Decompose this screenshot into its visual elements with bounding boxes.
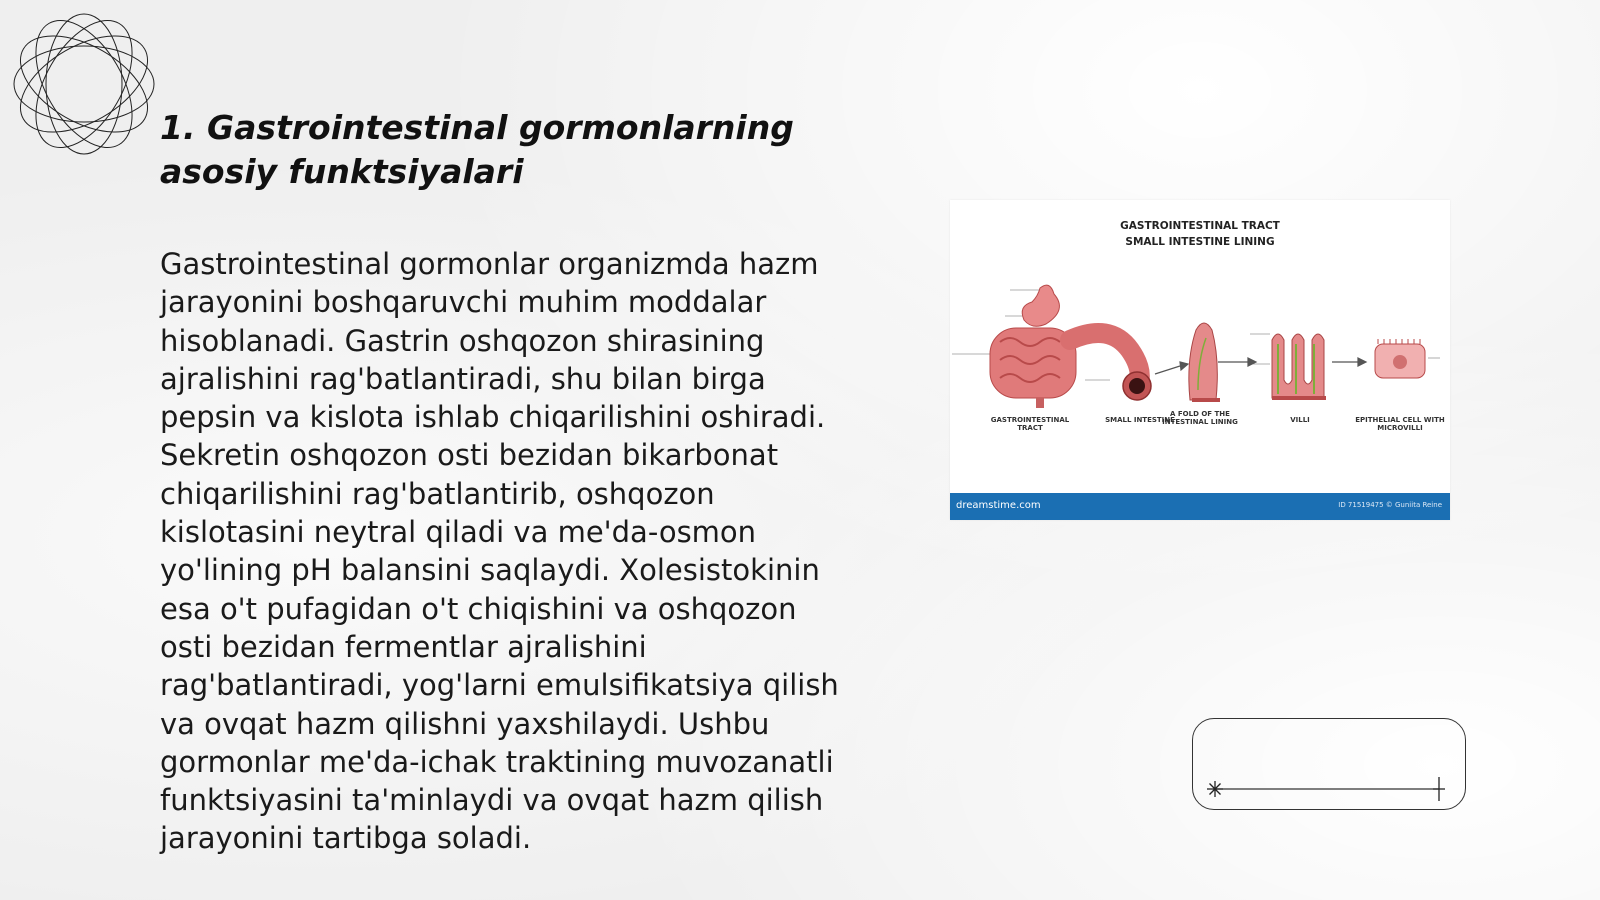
sparkle-line-decoration [1193,719,1465,809]
label-epithelial-cell: EPITHELIAL CELL WITH MICROVILLI [1355,416,1445,432]
label-villi: VILLI [1290,416,1310,424]
label-gi-tract: GASTROINTESTINAL TRACT [990,416,1070,432]
stock-image-credit: ID 71519475 © Guniita Reine [1338,501,1442,509]
label-small-intestine: SMALL INTESTINE [1105,416,1175,424]
intestinal-fold-shape [1189,323,1220,400]
decorative-rounded-frame [1192,718,1466,810]
spiral-orb-decoration [10,10,158,158]
stock-brand: dreamstime.com [956,500,1041,511]
figure-title-line-1: GASTROINTESTINAL TRACT [1120,220,1280,232]
epithelial-cell-shape [1375,339,1425,378]
slide-body-text: Gastrointestinal gormonlar organizmda hazm jarayonini boshqaruvchi muhim moddalar hisoblanadi. Gastrin oshqozon shirasining ajralishini rag'batlantiradi, shu bilan birga pepsin va kislota ishlab chiqarilishini oshiradi. Sekretin oshqozon osti bezidan bikarbonat chiqarilishini rag'batlantirib, oshqozon kislotasini neytral qiladi va me'da-osmon yo'lining pH balansini saqlaydi. Xolesistokinin esa o't pufagidan o't chiqishini va oshqozon osti bezidan fermentlar ajralishini rag'batlantiradi, yog'larni emulsifikatsiya qilish va ovqat hazm qilishni yaxshilaydi. Ushbu gormonlar me'da-ichak traktining muvozanatli funktsiyasini ta'minlaydi va ovqat hazm qilish jarayonini tartibga soladi. [160,247,839,856]
figure-title [950,218,1450,250]
starburst-icon [1207,781,1223,797]
slide-title: 1. Gastrointestinal gormonlarning asosiy funktsiyalari [160,108,794,191]
stock-credit-bar [950,493,1450,520]
small-intestine-shape [1070,333,1151,400]
gi-tract-illustration [950,200,1450,520]
villi-shape [1272,334,1326,398]
sparkle-cross-icon [1433,777,1445,801]
figure-title-line-2: SMALL INTESTINE LINING [1125,236,1275,248]
label-intestinal-fold: A FOLD OF THE INTESTINAL LINING [1162,410,1238,426]
